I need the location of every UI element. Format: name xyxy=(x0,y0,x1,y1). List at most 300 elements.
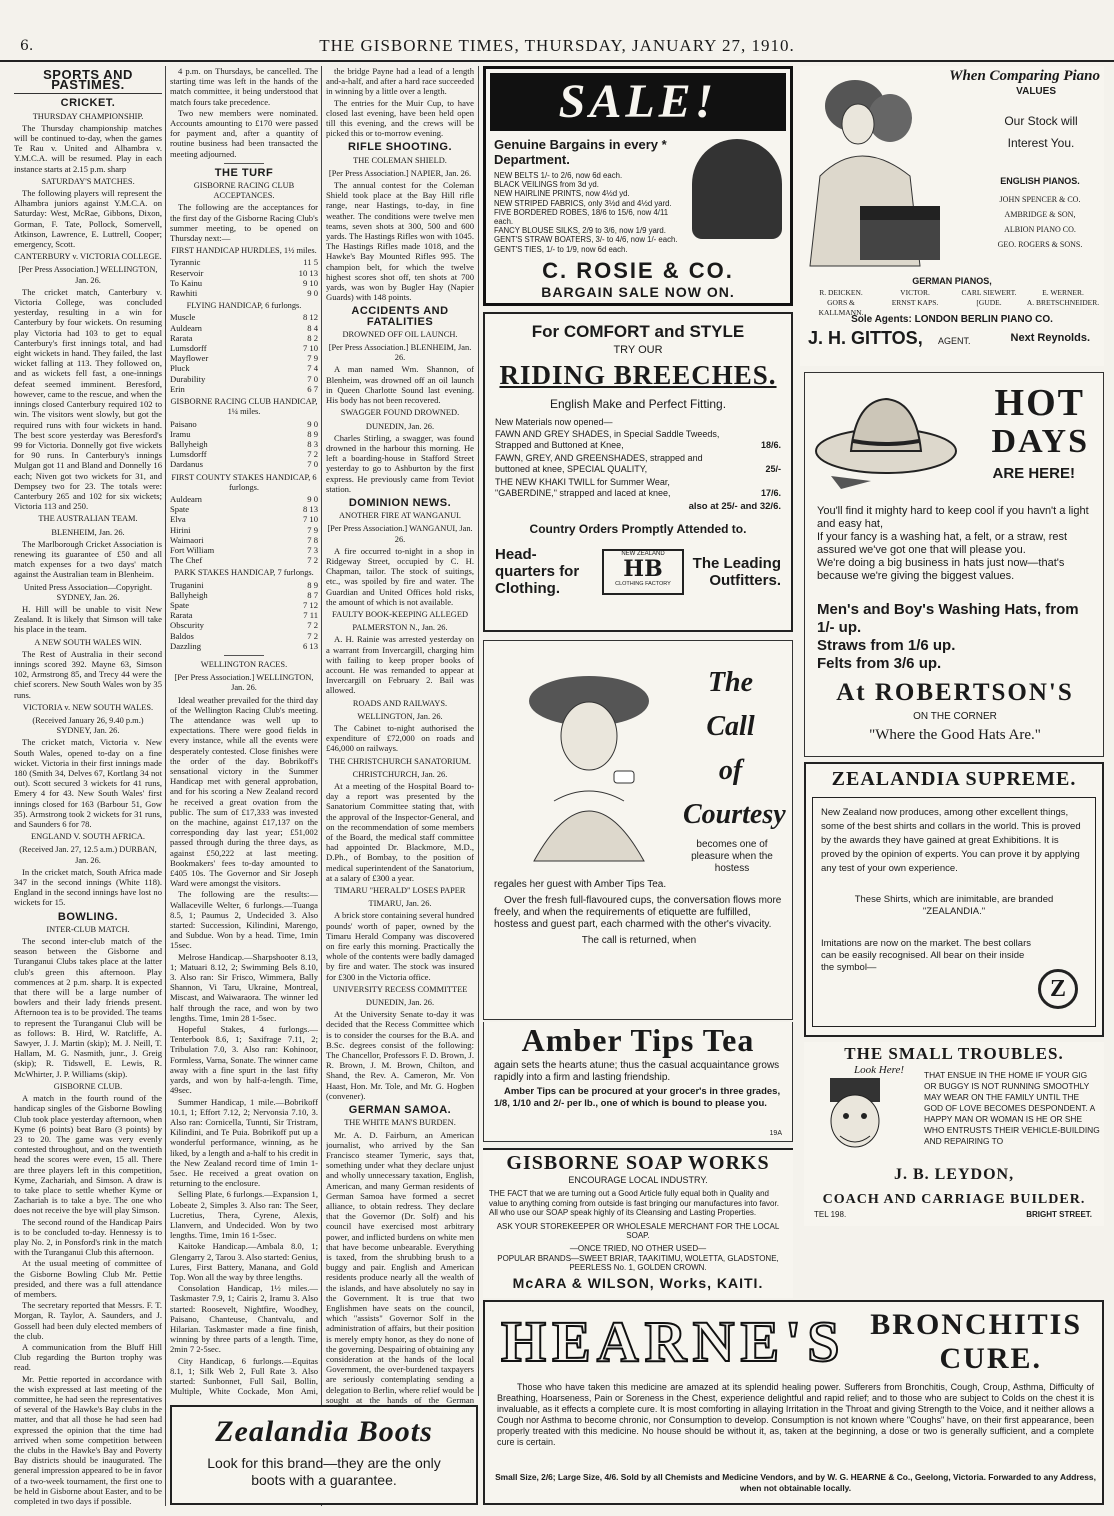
horse-name: Lumsdorff xyxy=(170,449,207,460)
robertsons-corner: ON THE CORNER xyxy=(913,711,997,722)
article-paragraph: The Cabinet to-night authorised the expenditure of £72,000 on roads and £46,000 on railways. xyxy=(326,722,474,754)
gittos-name: J. H. GITTOS, xyxy=(808,328,923,348)
race-entry xyxy=(170,268,318,278)
horse-name: Lumsdorff xyxy=(170,343,207,354)
horse-name: Muscle xyxy=(170,312,196,323)
race-heading: FIRST COUNTY STAKES HANDICAP, 6 furlongs. xyxy=(171,472,317,492)
man-illustration-icon xyxy=(810,1066,910,1166)
dateline: United Press Association—Copyright. SYDNEY, Jan. 26. xyxy=(23,582,153,602)
column-news xyxy=(326,66,474,1406)
amber-code: 19A xyxy=(769,1130,782,1137)
race-heading: FIRST HANDICAP HURDLES, 1½ miles. xyxy=(171,246,317,256)
german-pianos-heading: GERMAN PIANOS, xyxy=(912,276,992,286)
call-word-call: Call xyxy=(706,711,755,742)
list-item: GEO. ROGERS & SONS. xyxy=(997,240,1083,249)
piano-players-illustration-icon xyxy=(800,66,940,276)
horse-weight: 9 0 xyxy=(307,418,318,429)
article-paragraph: The second round of the Handicap Pairs is to be concluded to-day. Hennessy is to play No. 2, in Ponsford's rink in the match with the Turanganui Club this afternoon. xyxy=(14,1216,162,1258)
rosie-firm-name: C. ROSIE & CO. xyxy=(542,257,734,283)
breeches-line-3: RIDING BREECHES. xyxy=(499,360,777,390)
article-paragraph: A. H. Rainie was arrested yesterday on a warrant from Invercargill, charging him with failing to keep proper books of account. He was remanded to appear at Invercargill on February 2. Bail was allowed. xyxy=(326,634,474,696)
article-paragraph: The Rest of Australia in their second innings scored 392. Mayne 63, Simson 102, Armstrong 85, and Trecy 44 were the chief scorers. New South Wales won by 35 runs. xyxy=(14,648,162,700)
horse-name: Ballyheigh xyxy=(170,589,208,600)
leydon-paragraph: THAT ENSUE IN THE HOME IF YOUR GIG OR BUGGY IS NOT RUNNING SMOOTHLY MAY WEAR ON THE FAMILY UNTIL THE GOD OF LOVE BECOMES DESPONDENT. A HAPPY MAN OR WOMAN IS HE OR SHE WHO ENTRUSTS THEIR VEHICLE-BUILDING AND REPAIRING TO xyxy=(924,1070,1100,1146)
article-paragraph: The Marlborough Cricket Association is renewing its guarantee of £50 and all match expenses for a two days' match against the Australian team in Blenheim. xyxy=(14,538,162,580)
race-entry xyxy=(170,555,318,565)
soap-ask: ASK YOUR STOREKEEPER OR WHOLESALE MERCHANT FOR THE LOCAL SOAP. xyxy=(496,1221,780,1240)
horse-name: Waimaori xyxy=(170,534,204,545)
subheading: ANOTHER FIRE AT WANGANUI. xyxy=(338,511,462,521)
subheading: A NEW SOUTH WALES WIN. xyxy=(34,637,142,647)
horse-name: Elva xyxy=(170,514,186,525)
article-paragraph: Selling Plate, 6 furlongs.—Expansion 1, Lobeate 2, Simples 3. Also ran: The Seer, Lucretius, Thera, Cyrene, Alexis, Llanvern, and Undecided. Won by two lengths. Time, 1min 16 1-5sec. xyxy=(170,1189,318,1241)
race-entry xyxy=(170,333,318,343)
race-entry xyxy=(170,459,318,469)
horse-weight: 9 10 xyxy=(302,277,318,288)
list-item: JOHN SPENCER & CO. xyxy=(999,195,1081,204)
price-value: 25/- xyxy=(765,464,781,474)
horse-weight: 8 2 xyxy=(307,332,318,343)
race-entry xyxy=(170,323,318,333)
hats-price-1: Men's and Boy's Washing Hats, from 1/- up. xyxy=(817,601,1079,636)
hot-word: HOT xyxy=(994,382,1085,424)
piano-maker: ERNST KAPS. xyxy=(891,298,939,307)
leydon-street: BRIGHT STREET. xyxy=(1026,1210,1092,1219)
article-paragraph: A match in the fourth round of the handicap singles of the Gisborne Bowling Club took place yesterday afternoon, when Kyme (6 points) beat Baro (3 points) by 23 to 20. The game was very evenly contested throughout, and on the twentieth head the scores were even, 15 all. There are three players left in this competition, Kyme, Zachariah, and Simson. A draw is to take place to settle whether Kyme or Zachariah is to take a bye. The one who does not receive the bye will play Simson. xyxy=(14,1093,162,1216)
hearnes-bronchitis: BRONCHITIS xyxy=(870,1308,1082,1341)
section-heading: SPORTS AND PASTIMES. xyxy=(14,70,162,94)
subheading: GISBORNE RACING CLUB ACCEPTANCES. xyxy=(193,181,295,201)
call-word-courtesy: Courtesy xyxy=(683,799,786,830)
piano-interest: Our Stock will Interest You. xyxy=(1004,114,1078,150)
breeches-country: Country Orders Promptly Attended to. xyxy=(529,522,747,536)
article-paragraph: The cricket match, Canterbury v. Victoria College, was concluded yesterday, resulting in a win for Canterbury by four wickets. On resuming play Victoria had 103 to get to equal Canterbury's first innings total, and had eight wickets in hand. They failed, the last wicket falling at 113. They followed on, and as wickets fell fast, a one-innings defeat seemed imminent. Beresford, however, came to the rescue, and when the innings closed Canterbury required 102 to win. The visitors went slowly, but got the required runs with four wickets in hand. The best score yesterday was Beresford's 99 for Victoria. Donnelly got five wickets for 90 runs. In Canterbury's innings Mulgan got 11 and Bland and Donnelly 16 each; Niven got two wickets for 31, and Dempsey two for 23. The totals were: Canterbury 265 and 102 for six wickets; Victoria 113 and 250. xyxy=(14,286,162,512)
breeches-items xyxy=(495,429,781,499)
horse-weight: 8 4 xyxy=(307,322,318,333)
horse-name: Dardanus xyxy=(170,459,203,470)
piano-headline: When Comparing Piano xyxy=(949,68,1100,84)
race-entry xyxy=(170,600,318,610)
zealandia-symbol-icon: Z xyxy=(1038,969,1078,1009)
subheading: WELLINGTON RACES. xyxy=(200,659,288,669)
subheading: CANTERBURY v. VICTORIA COLLEGE. xyxy=(14,252,162,262)
english-pianos-heading: ENGLISH PIANOS. xyxy=(1000,176,1080,186)
horse-weight: 9 0 xyxy=(307,288,318,299)
breeches-also: also at 25/- and 32/6. xyxy=(688,501,781,512)
horse-weight: 7 3 xyxy=(307,544,318,555)
horse-weight: 8 3 xyxy=(307,438,318,449)
call-word-of: of xyxy=(718,755,743,786)
robertsons-name: At ROBERTSON'S xyxy=(836,679,1074,706)
horse-name: Rarata xyxy=(170,610,193,621)
horse-weight: 7 10 xyxy=(302,343,318,354)
list-item: GENT'S STRAW BOATERS, 3/- to 4/6, now 1/- each. xyxy=(494,235,678,245)
article-paragraph: At the University Senate to-day it was decided that the Recess Committee which is to consider the courses for the B.A. and B.Sc. degrees consist of the following: The Chancellor, Professors F. D. Brown, J. R. Brown, J. M. Brown, Chilton, and Shand, the Rev. A. Cameron, Mr. Von Haast, Hon. Mr. Tole, and Mr. G. Hogben (convener). xyxy=(326,1009,474,1101)
article-paragraph: The cricket match, Victoria v. New South Wales, opened to-day on a fine wicket. Victoria in their first innings made 180 (Smith 34, Delves 67, Kortlang 34 not out). Scott secured 3 wickets for 41 runs, Emery 4 for 43. New South Wales' first innings closed for 163 (Barbour 51, Gow 35). Armstrong took 2 wickets for 31 runs, and Saunders 6 for 78. xyxy=(14,737,162,830)
race-entry xyxy=(170,535,318,545)
article-paragraph: The following are the results:— Wallaceville Welter, 6 furlongs.—Tuanga 8.5, 1; Paumus 2, Undecided 3. Also started: Succession, Kilindini, Marengo, and Subdue. Won by a head. Time, 1min 15sec. xyxy=(170,889,318,951)
zealandia-paragraph-2: These Shirts, which are inimitable, are branded "ZEALANDIA." xyxy=(854,894,1054,917)
piano-maker: VICTOR. xyxy=(900,288,930,297)
horse-name: Ballyheigh xyxy=(170,438,208,449)
dateline: CHRISTCHURCH, Jan. 26. xyxy=(352,769,448,779)
amber-paragraph-2: The call is returned, when xyxy=(581,935,697,946)
days-word: DAYS xyxy=(991,423,1089,460)
horse-weight: 7 9 xyxy=(307,353,318,364)
article-paragraph: Two new members were nominated. Accounts amounting to £170 were passed for payment and, after a quantity of routine business had been transacted the meeting adjourned. xyxy=(170,107,318,159)
article-paragraph: Kaitoke Handicap.—Ambala 8.0, 1; Glengarry 2, Tarou 3. Also started: Genius, Lures, First Battery, Manana, and Gold Top. Won all the way by three lengths. xyxy=(170,1241,318,1282)
article-paragraph: Melrose Handicap.—Sharpshooter 8.13, 1; Matuari 8.12, 2; Swimming Bels 8.10, 3. Also ran: Sir Frisco, Wimmera, Bally Shannon, Vi Taru, Ukraine, Montreal, Miscast, and Waiwaraora. The winner led half through the race, and won by two lengths. Time, 1min 28 1-5sec. xyxy=(170,951,318,1023)
piano-maker: A. BRETSCHNEIDER. xyxy=(1026,298,1100,307)
piano-maker: CARL SIEWERT. xyxy=(961,288,1017,297)
horse-weight: 7 2 xyxy=(307,555,318,566)
horse-weight: 8 12 xyxy=(302,312,318,323)
zealandia-boots-title: Zealandia Boots xyxy=(215,1415,433,1448)
race-entry xyxy=(170,363,318,373)
horse-weight: 7 8 xyxy=(307,534,318,545)
heading-bowling: BOWLING. xyxy=(57,910,119,923)
race-heading: PARK STAKES HANDICAP, 7 furlongs. xyxy=(174,568,314,578)
breeches-leading: The Leading Outfitters. xyxy=(692,554,781,589)
horse-name: Iramu xyxy=(170,428,191,439)
horse-weight: 7 2 xyxy=(307,449,318,460)
horse-weight: 7 0 xyxy=(307,373,318,384)
horse-name: Mayflower xyxy=(170,353,209,364)
hats-price-2: Straws from 1/6 up. xyxy=(817,637,956,654)
dateline: [Per Press Association.] WANGANUI, Jan. 26. xyxy=(327,524,473,544)
race-entry xyxy=(170,278,318,288)
horse-weight: 8 9 xyxy=(307,579,318,590)
robertsons-hats-ad xyxy=(804,372,1104,757)
dateline: [Per Press Association.] WELLINGTON, Jan. 26. xyxy=(174,673,314,693)
genuine-bargains: Genuine Bargains in every * Department. xyxy=(494,137,667,167)
subheading: THE AUSTRALIAN TEAM. xyxy=(38,514,138,524)
piano-maker: R. DEICKEN. xyxy=(819,288,863,297)
amber-paragraph-4: Amber Tips can be procured at your grocer's in three grades, 1/8, 1/10 and 2/- per lb., one of which is bound to please you. xyxy=(494,1086,781,1109)
hearnes-sizes: Small Size, 2/6; Large Size, 4/6. Sold by all Chemists and Medicine Vendors, and by W. G. HEARNE & Co., Geelong, Victoria. Forwarded to any Address, when not obtainable locally. xyxy=(495,1472,1096,1493)
horse-name: Rarata xyxy=(170,332,193,343)
race-entry xyxy=(170,590,318,600)
race-entry xyxy=(170,384,318,394)
entries-list xyxy=(170,494,318,565)
divider xyxy=(224,655,264,656)
look-here: Look Here! xyxy=(854,1064,904,1076)
article-paragraph: The secretary reported that Messrs. F. T. Morgan, R. Taylor, A. Saunders, and J. Gossell had been duly elected members of the club. xyxy=(14,1300,162,1341)
article-paragraph: The following are the acceptances for the first day of the Gisborne Racing Club's summer meeting, to be opened on Thursday next:— xyxy=(170,202,318,244)
article-paragraph: At the usual meeting of committee of the Gisborne Bowling Club Mr. Pettie presided, and there was a full attendance of members. xyxy=(14,1258,162,1299)
entries-list xyxy=(170,419,318,470)
heading-accidents: ACCIDENTS AND FATALITIES xyxy=(351,305,449,328)
horse-name: Auldearn xyxy=(170,322,202,333)
race-entry xyxy=(170,419,318,429)
subheading: INTER-CLUB MATCH. xyxy=(46,924,130,934)
heading-rifle: RIFLE SHOOTING. xyxy=(347,141,453,154)
article-paragraph: A brick store containing several hundred pounds' worth of paper, owned by the Timaru Herald Company was discovered on fire early this morning. Practically the whole of the contents were badly damaged by fire and water. The stock was insured for £300 in the Victoria office. xyxy=(326,910,474,982)
horse-name: Hirini xyxy=(170,524,191,535)
breeches-line-4: English Make and Perfect Fitting. xyxy=(549,397,727,411)
article-paragraph: Charles Stirling, a swagger, was found drowned in the harbour this morning. He left a boarding-house in Stafford Street yesterday to go to Ashburton by the first express. He previously came from Teviot station. xyxy=(326,432,474,494)
list-item: AMBRIDGE & SON, xyxy=(1004,210,1076,219)
horse-weight: 7 12 xyxy=(302,599,318,610)
race-entry xyxy=(170,449,318,459)
horse-weight: 6 7 xyxy=(307,383,318,394)
price-line xyxy=(495,429,781,451)
gittos-next: Next Reynolds. xyxy=(1010,332,1090,344)
dateline: [Per Press Association.] NAPIER, Jan. 26. xyxy=(328,168,472,178)
race-heading: GISBORNE RACING CLUB HANDICAP, 1¼ miles. xyxy=(170,397,318,417)
horse-weight: 8 9 xyxy=(307,428,318,439)
page-folio: 6. xyxy=(20,38,34,54)
piano-maker: GORS & KALLMANN. xyxy=(818,298,864,317)
race-entry xyxy=(170,631,318,641)
horse-weight: 7 10 xyxy=(302,514,318,525)
column-rule xyxy=(478,66,479,1396)
rosie-now-on: BARGAIN SALE NOW ON. xyxy=(541,283,735,300)
dateline: WELLINGTON, Jan. 26. xyxy=(357,711,443,721)
horse-name: To Kainu xyxy=(170,277,203,288)
race-entry xyxy=(170,580,318,590)
list-item: NEW BELTS 1/- to 2/6, now 6d each. xyxy=(494,171,623,180)
horse-name: Durability xyxy=(170,373,206,384)
article-paragraph: A man named Wm. Shannon, of Blenheim, was drowned off an oil launch in Queen Charlotte Sound last evening. His body has not been recovered. xyxy=(326,364,474,406)
article-paragraph: Hopeful Stakes, 4 furlongs.—Tenterbook 8.6, 1; Saxifrage 7.11, 2; Tribulation 7.0, 3. Also ran: Kohinoor, Formless, Varna, Sonate. The winner came away with a fine spurt in the last fifty yards, and won by half-a-length. Time, 49sec. xyxy=(170,1024,318,1096)
horse-name: Pluck xyxy=(170,363,190,374)
hats-price-3: Felts from 3/6 up. xyxy=(817,655,942,672)
article-paragraph: City Handicap, 6 furlongs.—Equitas 8.1, 1; Silk Web 2, Full Rate 3. Also started: Sunbonnet, Full Sail, Bollin, Multiple, White Cockade, Mon Ami, xyxy=(170,1355,318,1396)
horse-name: Rawhiti xyxy=(170,288,198,299)
subheading: THE WHITE MAN'S BURDEN. xyxy=(344,1118,456,1128)
soap-firm: McARA & WILSON, Works, KAITI. xyxy=(512,1274,764,1291)
dateline: [Per Press Association.] WELLINGTON, Jan. 26. xyxy=(18,265,158,285)
soap-once: —ONCE TRIED, NO OTHER USED— xyxy=(569,1243,707,1253)
breeches-line-2: TRY OUR xyxy=(613,344,663,356)
column-rule xyxy=(165,66,166,1506)
breeches-line-1: For COMFORT and STYLE xyxy=(531,322,745,341)
horse-weight: 7 4 xyxy=(307,363,318,374)
soap-title: GISBORNE SOAP WORKS xyxy=(506,1152,770,1174)
subheading: ROADS AND RAILWAYS. xyxy=(352,698,448,708)
robertsons-tagline: "Where the Good Hats Are." xyxy=(869,727,1041,743)
dateline: BLENHEIM, Jan. 26. xyxy=(51,527,125,537)
article-paragraph: The annual contest for the Coleman Shield took place at the Bay Hill rifle range, near Hastings, to-day, in fine weather. The conditions were twelve men teams, seven shots at 300, 500 and 600 yards. The Hastings Rifles won with 1045. The Hastings Rifles made 1018, and the Hawke's Bay Mounted Rifles 995. The champion belt, for which the twelve highest scores shot off, ten shots at 700 yards, was won by Bugler Hay (Napier Guards) with 148 points. xyxy=(326,180,474,303)
horse-name: Paisano xyxy=(170,418,197,429)
list-item: ALBION PIANO CO. xyxy=(1004,225,1076,234)
race-heading: FLYING HANDICAP, 6 furlongs. xyxy=(186,301,302,311)
horse-name: Fort William xyxy=(170,544,215,555)
horse-weight: 6 13 xyxy=(302,640,318,651)
amber-paragraph-1: Over the fresh full-flavoured cups, the conversation flows more freely, and when the requirements of etiquette are fulfilled, hostess and guest part, each charmed with the other's vivacity. xyxy=(494,895,782,930)
zealandia-paragraph-1: New Zealand now produces, among other excellent things, some of the best shirts and collars in the world. This is proved by the awards they have gained at great Exhibitions. It is proved by the opinion of experts. You can prove it by applying any test of your own experience. xyxy=(821,807,1081,874)
english-pianos-list xyxy=(980,192,1100,252)
horse-weight: 10 13 xyxy=(298,267,318,278)
heading-cricket: CRICKET. xyxy=(60,97,116,110)
amber-tips-ad-lower xyxy=(483,1022,793,1142)
horse-weight: 7 2 xyxy=(307,630,318,641)
amber-becomes: becomes one of pleasure when the hostess xyxy=(691,839,773,874)
amber-tips-ad xyxy=(483,640,793,1020)
dateline: (Received Jan. 27, 12.5 a.m.) DURBAN, Jan. 26. xyxy=(19,845,157,865)
horse-name: Spate xyxy=(170,504,190,515)
race-entry xyxy=(170,545,318,555)
list-item: GENT'S TIES, 1/- to 1/9, now 6d each. xyxy=(494,244,628,254)
article-paragraph: 4 p.m. on Thursdays, be cancelled. The starting time was left in the hands of the match committee, it being understood that match fours take precedence. xyxy=(170,66,318,107)
heading-samoa: GERMAN SAMOA. xyxy=(348,1104,452,1117)
horse-weight: 8 13 xyxy=(302,504,318,515)
rosie-sale-ad xyxy=(483,66,793,306)
hearnes-bronchitis-ad xyxy=(483,1300,1104,1505)
race-entry xyxy=(170,343,318,353)
price-value: 18/6. xyxy=(760,440,781,450)
zealandia-paragraph-3: Imitations are now on the market. The best collars can be easily recognised. All bear on their inside the symbol— xyxy=(821,938,1031,973)
entries-list xyxy=(170,312,318,394)
logo-top-text: NEW ZEALAND xyxy=(621,550,665,557)
race-entry xyxy=(170,439,318,449)
list-item: BLACK VEILINGS from 3d yd. xyxy=(494,180,599,190)
article-paragraph: A fire occurred to-night in a shop in Ridgeway Street, occupied by C. H. Chapman, tailor. The stock of suitings, etc., was spoiled by fire and water. The Guardian and United Offices hold risks, the amount of which is not available. xyxy=(326,545,474,607)
race-entry xyxy=(170,620,318,630)
subheading: SATURDAY'S MATCHES. xyxy=(41,176,135,186)
horse-weight: 7 11 xyxy=(303,610,318,621)
leydon-tel: TEL 198. xyxy=(814,1210,847,1219)
column-rule xyxy=(321,66,322,1506)
article-paragraph: Mr. Pettie reported in accordance with the wish expressed at last meeting of the committee, he had seen the representatives of several of the Hawke's Bay clubs in the matter, and that all those he had seen had expressed the opinion that the time had arrived when some competition between the clubs in the Hawke's Bay and Poverty Bay districts should be inaugurated. The general impression appeared to be in favor of a two-week tournament, the first one to be held in Gisborne about Easter, and to be completed in two days if possible. xyxy=(14,1373,162,1506)
dateline: [Per Press Association.] BLENHEIM, Jan. 26. xyxy=(328,343,472,363)
article-paragraph: The Thursday championship matches will be continued to-day, when the games Te Rau v. United and Alhambra v. Y.M.C.A. will be resumed. Play in each instance starts at 2.15 p.m. sharp xyxy=(14,122,162,174)
dateline: TIMARU, Jan. 26. xyxy=(368,899,432,909)
subheading: THE COLEMAN SHIELD. xyxy=(353,155,447,165)
heading-dominion: DOMINION NEWS. xyxy=(348,496,452,509)
race-entry xyxy=(170,610,318,620)
hats-paragraph-3: We're doing a big business in hats just now—that's because we're giving the biggest values. xyxy=(817,557,1065,582)
amber-regales: regales her guest with Amber Tips Tea. xyxy=(494,879,667,890)
dateline: (Received January 26, 9.40 p.m.) SYDNEY, Jan. 26. xyxy=(32,715,144,736)
dateline: PALMERSTON N., Jan. 26. xyxy=(352,623,448,633)
soap-works-ad xyxy=(483,1148,793,1298)
gittos-agent: AGENT. xyxy=(938,336,971,346)
race-entry xyxy=(170,353,318,363)
article-paragraph: The entries for the Muir Cup, to have closed last evening, have been held open till this evening, and the crews will be picked this or to-morrow evening. xyxy=(326,97,474,139)
list-item: NEW HAIRLINE PRINTS, now 4½d yd. xyxy=(494,189,630,199)
subheading: THE CHRISTCHURCH SANATORIUM. xyxy=(328,756,471,766)
zealandia-boots-tagline: Look for this brand—they are the only boots with a guarantee. xyxy=(207,1455,441,1488)
hearnes-paragraph: Those who have taken this medicine are amazed at its splendid healing power. Sufferers from Bronchitis, Cough, Croup, Asthma, Difficulty of Breathing, Hoarseness, Pain or Soreness in the Chest, experience delightful and rapid relief; and to those who are subject to Colds on the chest it is invaluable, as it effects a complete cure. It is most comforting in allaying Irritation in the Throat and giving Strength to the Voice, and it neither allows a Cough nor Asthma to become chronic, nor Consumption to develop. Consumption is not known where "Coughs" have, on their first appearance, been properly treated with this medicine. No house should be without it, as, taken at the beginning, a dose or two is generally sufficient, and a complete cure is certain. xyxy=(497,1382,1094,1447)
article-paragraph: In the cricket match, South Africa made 347 in the second innings (White 118). England in the second innings have lost no wickets for 15. xyxy=(14,866,162,908)
piano-maker: E. WERNER. xyxy=(1042,288,1084,297)
horse-weight: 9 0 xyxy=(307,493,318,504)
subheading: GISBORNE CLUB. xyxy=(53,1081,123,1091)
list-item: FANCY BLOUSE SILKS, 2/9 to 3/6, now 1/9 yard. xyxy=(494,226,666,236)
race-entry xyxy=(170,429,318,439)
horse-weight: 11 5 xyxy=(303,257,318,268)
race-entry xyxy=(170,514,318,524)
race-entry xyxy=(170,288,318,298)
race-entry xyxy=(170,374,318,384)
masthead xyxy=(0,30,1114,62)
hearnes-name: HEARNE'S xyxy=(501,1309,846,1374)
hats-paragraph-1: You'll find it mighty hard to keep cool if you havn't a light and easy hat, xyxy=(817,505,1089,530)
salesman-illustration-icon xyxy=(692,139,782,239)
article-paragraph: A communication from the Bluff Hill Club regarding the Burton trophy was read. xyxy=(14,1341,162,1373)
horse-name: The Chef xyxy=(170,555,203,566)
price-line xyxy=(495,477,781,499)
column-turf xyxy=(170,66,318,1396)
soap-paragraph: THE FACT that we are turning out a Good Article fully equal both in Quality and value to anything coming from outside is fast bringing our manufactures into favor. All who use our SOAP speak highly of its Cleansing and Lasting Properties. xyxy=(489,1189,779,1217)
riding-breeches-ad xyxy=(483,312,793,632)
entries-list xyxy=(170,257,318,298)
logo-bottom-text: CLOTHING FACTORY xyxy=(615,580,671,587)
amber-paragraph-3: again sets the hearts atune; thus the casual acquaintance grows rapidly into a firm and lasting friendship. xyxy=(494,1060,780,1083)
article-paragraph: At a meeting of the Hospital Board to-day a report was presented by the Sanatorium Committee stating that, with the approval of the Inspector-General, and on the recommendation of some members of the Board, the medical staff committee had appointed Dr. Blackmore, M.D., D.Ph., of Bombay, to the position of medical superintendent of the Sanatorium, at a salary of £300 a year. xyxy=(326,781,474,883)
dateline: DUNEDIN, Jan. 26. xyxy=(365,421,435,431)
subheading: TIMARU "HERALD" LOSES PAPER xyxy=(334,886,466,896)
article-paragraph: H. Hill will be unable to visit New Zealand. It is likely that Simson will take his place in the team. xyxy=(14,603,162,635)
are-here: ARE HERE! xyxy=(992,465,1075,482)
price-description: FAWN, GREY, AND GREENSHADES, strapped and buttoned at knee, SPECIAL QUALITY, xyxy=(495,453,703,474)
soap-subtitle: ENCOURAGE LOCAL INDUSTRY. xyxy=(568,1175,708,1185)
horse-name: Erin xyxy=(170,383,185,394)
leydon-trade: COACH AND CARRIAGE BUILDER. xyxy=(822,1192,1086,1207)
column-sports xyxy=(14,66,162,1506)
subheading: SWAGGER FOUND DROWNED. xyxy=(340,408,460,418)
subheading: ENGLAND V. SOUTH AFRICA. xyxy=(31,832,145,842)
subheading: VICTORIA v. NEW SOUTH WALES. xyxy=(22,702,154,712)
article-paragraph: the bridge Payne had a lead of a length and-a-half, and after a hard race succeeded in winning by a little over a length. xyxy=(326,66,474,97)
price-description: FAWN AND GREY SHADES, in Special Saddle Tweeds, Strapped and Buttoned at Knee, xyxy=(495,429,720,450)
sale-headline: SALE! xyxy=(490,73,786,131)
horse-weight: 8 7 xyxy=(307,589,318,600)
piano-values: VALUES xyxy=(1016,86,1056,97)
entries-list xyxy=(170,580,318,651)
horse-name: Obscurity xyxy=(170,620,204,631)
masthead-title: THE GISBORNE TIMES, THURSDAY, JANUARY 27, 1910. xyxy=(319,36,795,55)
hearnes-cure: CURE. xyxy=(939,1342,1042,1375)
race-entry xyxy=(170,257,318,267)
leydon-name: J. B. LEYDON, xyxy=(893,1166,1015,1183)
price-line xyxy=(495,453,781,475)
race-entry xyxy=(170,504,318,514)
race-entry xyxy=(170,312,318,322)
article-paragraph: The following players will represent the Alhambra juniors against Y.M.C.A. on Saturday: West, McRae, Gibbons, Dixon, Gorman, F. Tate, Pollock, Somervell, Atkinson, Lawrence, E. Luttrell, Cooper; emergency, Scott. xyxy=(14,188,162,250)
breeches-intro: New Materials now opened— xyxy=(495,417,613,427)
subheading: DROWNED OFF OIL LAUNCH. xyxy=(342,329,458,339)
call-word-the: The xyxy=(707,667,754,698)
price-value: 17/6. xyxy=(760,488,781,498)
horse-name: Dazzling xyxy=(170,640,202,651)
article-paragraph: The second inter-club match of the season between the Gisborne and Turanganui Clubs takes place at the latter club's green this afternoon. Play commences at 2 p.m. sharp. It is expected that there will be a large number of bowlers and their lady friends present. Afternoon tea is to be provided. The teams to represent the Turanganui Club will be as follows: B. Hird, W. Ratcliffe, A. Sawyer, J. J. Martin (skip); M. J. Neill, T. Hallam, M. G. Nasmith, junr., J. Greig (skip); R. Tidswell, E. Lewis, R. McWhirter, J. P. Williams (skip). xyxy=(14,936,162,1079)
small-troubles-title: THE SMALL TROUBLES. xyxy=(844,1044,1064,1063)
article-paragraph: Summer Handicap, 1 mile.—Bobrikoff 10.1, 1; Effort 7.12, 2; Nervonsia 7.10, 3. Also ran: Cornicella, Tunnti, Sir Tristram, Kilindini, and Te Puia. Bobrikoff put up a wonderful performance, winning, as he liked, by a length and a-half to his credit in the New Zealand record time of 1min 1-5sec. He received a great ovation on returning to the enclosure. xyxy=(170,1096,318,1189)
divider xyxy=(224,163,264,164)
soap-brands: POPULAR BRANDS—SWEET BRIAR, TAAKITIMU, WOLETTA, GLADSTONE, PEERLESS No. 1, GOLDEN CROWN. xyxy=(497,1253,779,1272)
horse-name: Spate xyxy=(170,599,190,610)
zealandia-supreme-ad xyxy=(804,762,1104,1037)
leydon-ad xyxy=(804,1042,1104,1192)
article-paragraph: Mr. A. D. Fairburn, an American journalist, who arrived by the San Francisco steamer Tymeric, says that, something under what they declare unjust and wholly unnecessary taxation, English, American, and many German residents of German Samoa have formed a secret alliance, to obtain redress. They declare that the Governor (Dr. Solf) and his council have exercised most arbitrary power, and inflicted burdens on white men that have become unbearable. Everything is taxed, from the shrubbing brush to a buggy and pair. English and American residents produce nearly all the wealth of the islands, and have absolutely no say in the Government. It is true that two Englishmen have seats on the council, which "assists" Governor Solf in the administration of affairs, but their position is merely empty honor, as they do none of the governing. Despairing of obtaining any consideration at the hands of the local Government, the over-burdened taxpayers are seriously contemplating sending a delegation to Berlin, where relief would be sought at the hands of the German xyxy=(326,1129,474,1405)
amber-brand: Amber Tips Tea xyxy=(521,1022,755,1058)
subheading: THURSDAY CHAMPIONSHIP. xyxy=(32,111,144,121)
breeches-hq: Head-quarters for Clothing. xyxy=(495,546,580,597)
horse-weight: 7 0 xyxy=(307,459,318,470)
lady-with-teacup-illustration-icon xyxy=(494,661,684,871)
horse-name: Auldearn xyxy=(170,493,202,504)
sale-lines xyxy=(486,169,696,256)
horse-name: Reservoir xyxy=(170,267,204,278)
horse-name: Baldos xyxy=(170,630,194,641)
leydon-ad-footer xyxy=(804,1192,1104,1226)
logo-mid-text: HB xyxy=(623,555,663,582)
piano-ad xyxy=(800,66,1104,366)
piano-maker: [GUDE. xyxy=(976,298,1002,307)
